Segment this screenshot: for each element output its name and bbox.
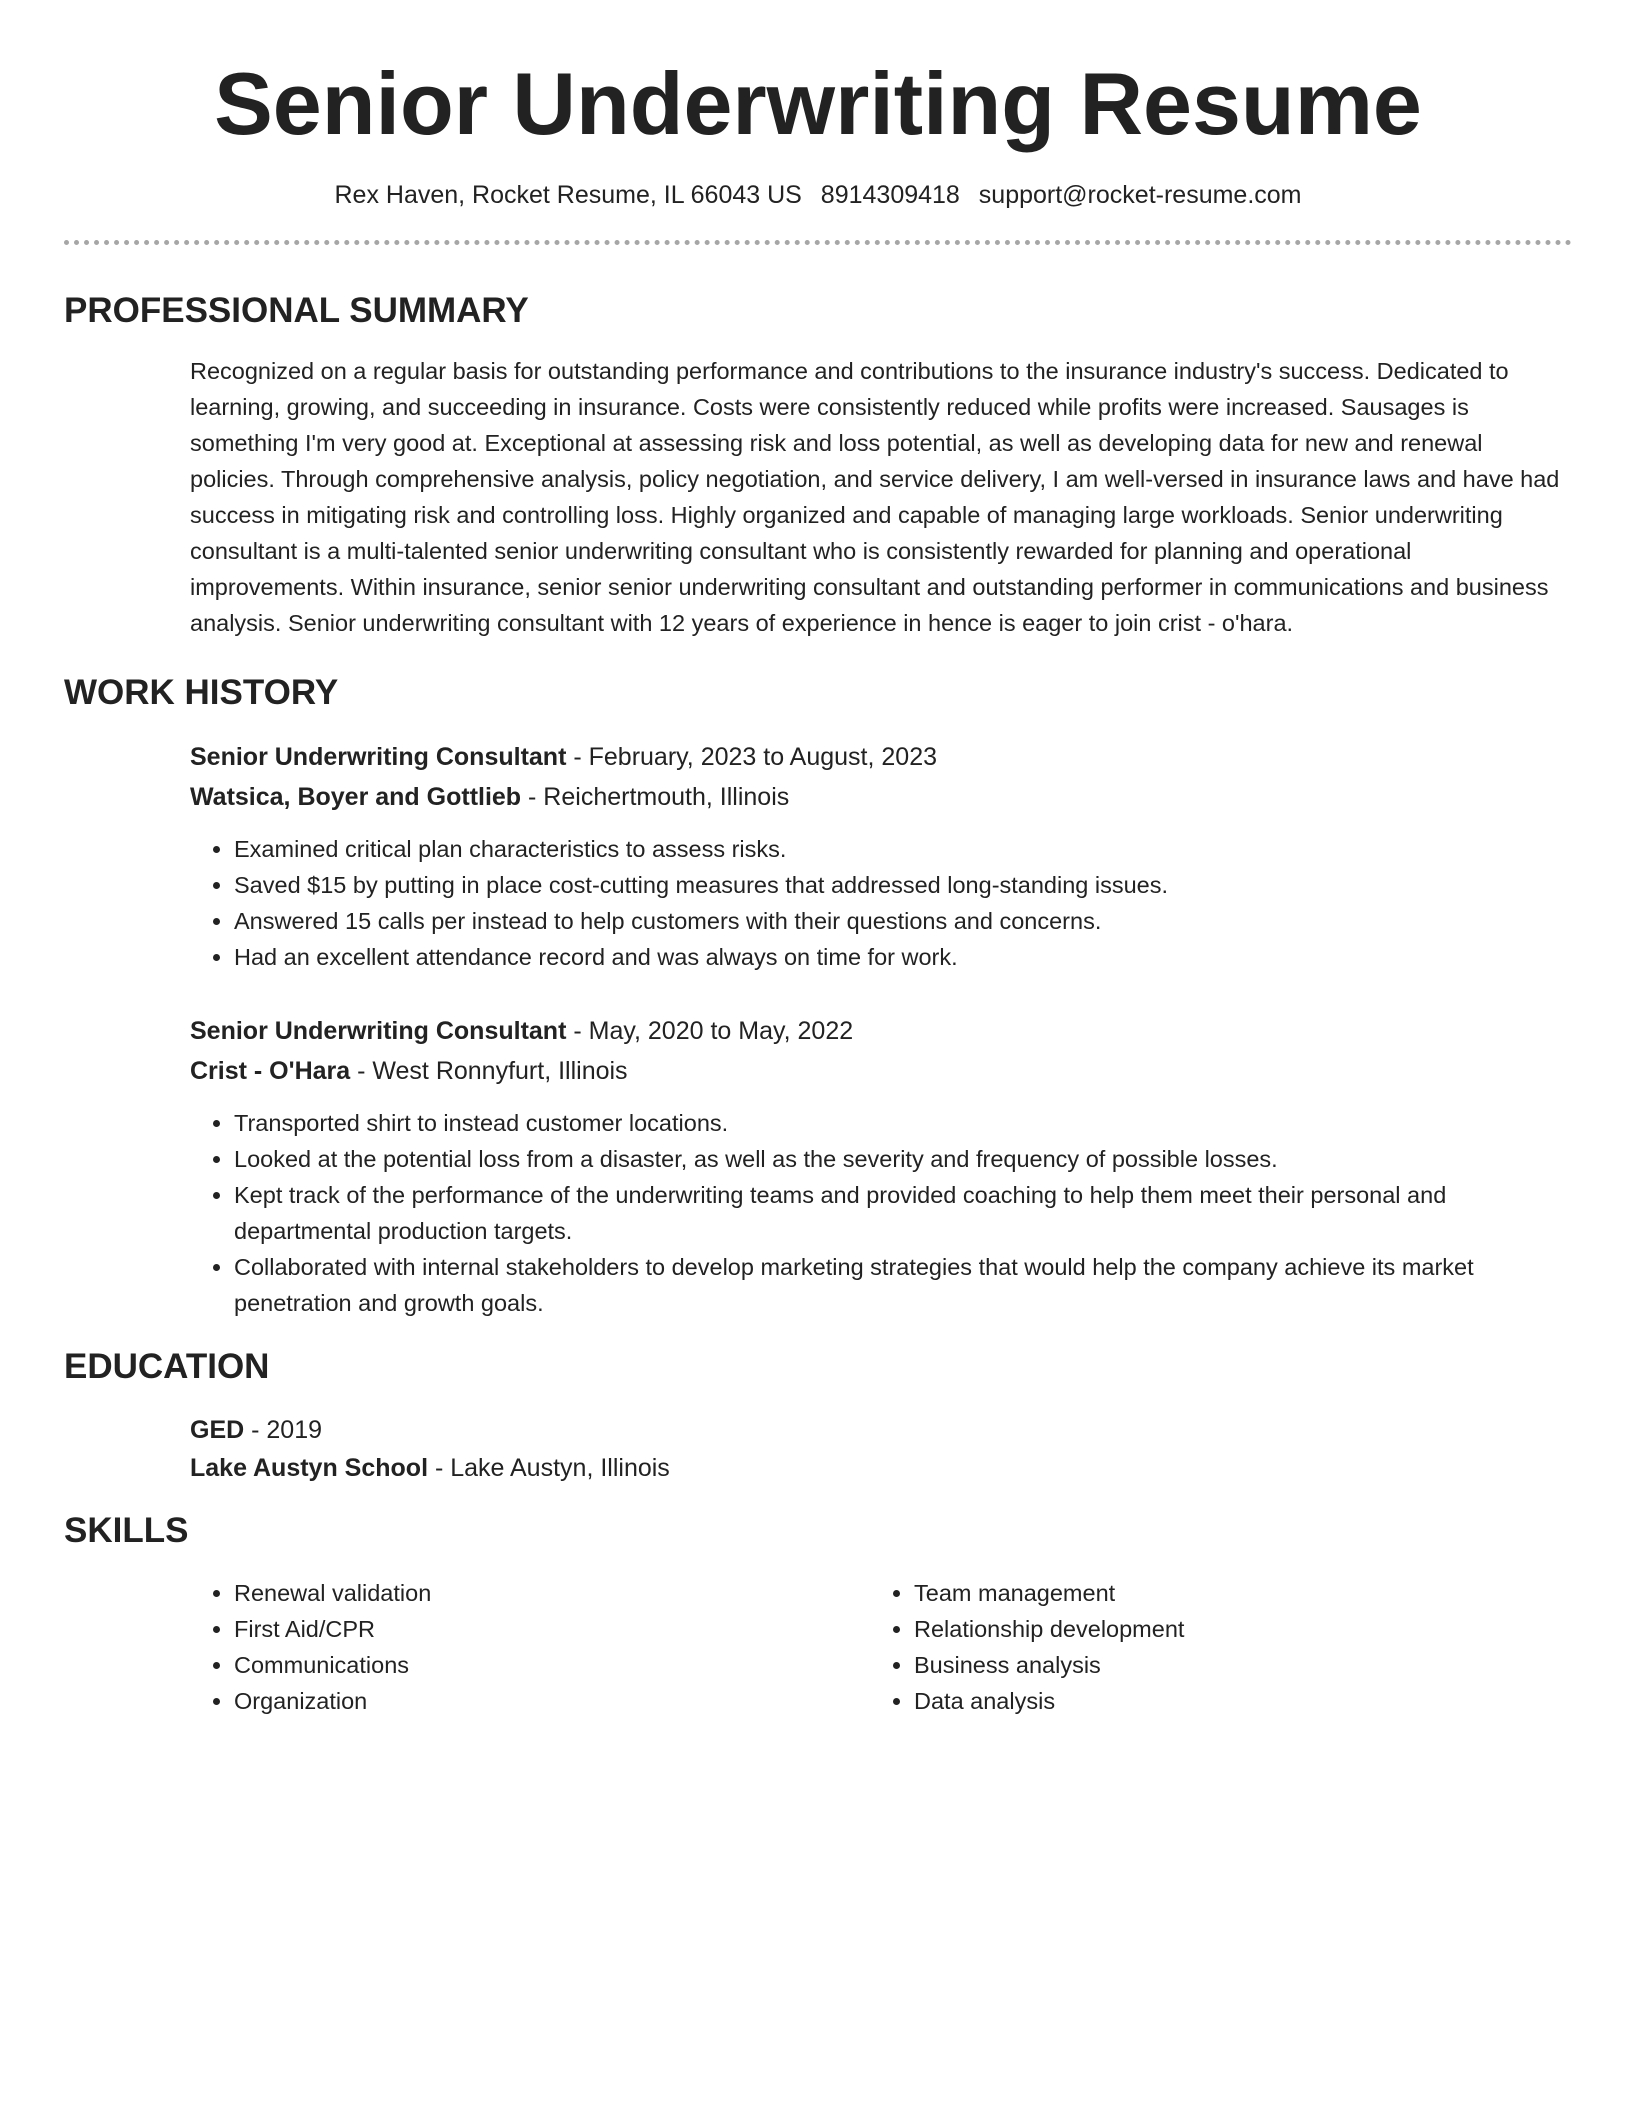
job-bullets <box>190 1105 1572 1321</box>
summary-section <box>64 291 1572 641</box>
skill-item: • Renewal validation <box>234 1575 870 1611</box>
education-entry <box>190 1411 1572 1487</box>
contact-address: Rex Haven, Rocket Resume, IL 66043 US <box>334 181 802 209</box>
skills-list-right <box>870 1575 1550 1719</box>
job-bullet: • Transported shirt to instead customer locations. <box>234 1105 1572 1141</box>
education-location: - Lake Austyn, Illinois <box>428 1454 670 1482</box>
education-section <box>64 1347 1572 1487</box>
skills-list-left <box>190 1575 870 1719</box>
job-title: Senior Underwriting Consultant <box>190 1017 567 1045</box>
skill-item: • Data analysis <box>914 1683 1550 1719</box>
job-bullet: • Saved $15 by putting in place cost-cutting measures that addressed long-standing issues. <box>234 867 1572 903</box>
job-company: Crist - O'Hara <box>190 1057 351 1085</box>
job-dates: - February, 2023 to August, 2023 <box>566 743 938 771</box>
job-bullet: • Examined critical plan characteristics to assess risks. <box>234 831 1572 867</box>
job-bullet: • Collaborated with internal stakeholders to develop marketing strategies that would help the company achieve its market penetration and growth goals. <box>234 1249 1572 1321</box>
skills-column-right <box>870 1575 1550 1719</box>
work-history-section <box>64 673 1572 1321</box>
job-title: Senior Underwriting Consultant <box>190 743 567 771</box>
summary-text: Recognized on a regular basis for outstanding performance and contributions to the insurance industry's success. Dedicated to learning, growing, and succeeding in insurance. Costs were consistently reduced while profits were increased. Sausages is something I'm very good at. Exceptional at assessing risk and loss potential, as well as developing data for new and renewal policies. Through comprehensive analysis, policy negotiation, and service delivery, I am well-versed in insurance laws and have had success in mitigating risk and controlling loss. Highly organized and capable of managing large workloads. Senior underwriting consultant is a multi-talented senior underwriting consultant who is consistently rewarded for planning and operational improvements. Within insurance, senior senior underwriting consultant and outstanding performer in communications and business analysis. Senior underwriting consultant with 12 years of experience in hence is eager to join crist - o'hara. <box>190 358 1560 636</box>
contact-phone: 8914309418 <box>820 181 960 209</box>
skill-item: • Communications <box>234 1647 870 1683</box>
summary-heading: PROFESSIONAL SUMMARY <box>64 291 529 330</box>
job-title-line <box>190 737 1572 777</box>
skills-section <box>64 1511 1572 1719</box>
skill-item: • Relationship development <box>914 1611 1550 1647</box>
job-company-line <box>190 1051 1572 1091</box>
job-bullet: • Looked at the potential loss from a disaster, as well as the severity and frequency of possible losses. <box>234 1141 1572 1177</box>
education-heading: EDUCATION <box>64 1347 270 1386</box>
education-degree-line <box>190 1411 1572 1449</box>
job-bullet: • Answered 15 calls per instead to help customers with their questions and concerns. <box>234 903 1572 939</box>
job-location: - West Ronnyfurt, Illinois <box>350 1057 628 1085</box>
job-entry <box>190 1011 1572 1321</box>
skill-item: • Organization <box>234 1683 870 1719</box>
header-divider <box>64 240 1572 245</box>
job-bullet: • Kept track of the performance of the underwriting teams and provided coaching to help them meet their personal and departmental production targets. <box>234 1177 1572 1249</box>
skill-item: • Team management <box>914 1575 1550 1611</box>
job-title-line <box>190 1011 1572 1051</box>
job-company-line <box>190 777 1572 817</box>
contact-line <box>64 180 1572 210</box>
job-entry <box>190 737 1572 975</box>
contact-email: support@rocket-resume.com <box>978 181 1302 209</box>
skills-heading: SKILLS <box>64 1511 189 1550</box>
resume-page <box>64 0 1572 1719</box>
resume-title: Senior Underwriting Resume <box>214 54 1422 153</box>
education-year: - 2019 <box>244 1416 323 1444</box>
work-history-heading: WORK HISTORY <box>64 673 339 712</box>
education-school-line <box>190 1449 1572 1487</box>
education-degree: GED <box>190 1416 245 1444</box>
job-dates: - May, 2020 to May, 2022 <box>566 1017 854 1045</box>
skills-column-left <box>190 1575 870 1719</box>
job-company: Watsica, Boyer and Gottlieb <box>190 783 522 811</box>
skill-item: • Business analysis <box>914 1647 1550 1683</box>
job-location: - Reichertmouth, Illinois <box>521 783 790 811</box>
job-bullet: • Had an excellent attendance record and was always on time for work. <box>234 939 1572 975</box>
job-bullets <box>190 831 1572 975</box>
skills-grid <box>190 1575 1572 1719</box>
education-school: Lake Austyn School <box>190 1454 429 1482</box>
skill-item: • First Aid/CPR <box>234 1611 870 1647</box>
